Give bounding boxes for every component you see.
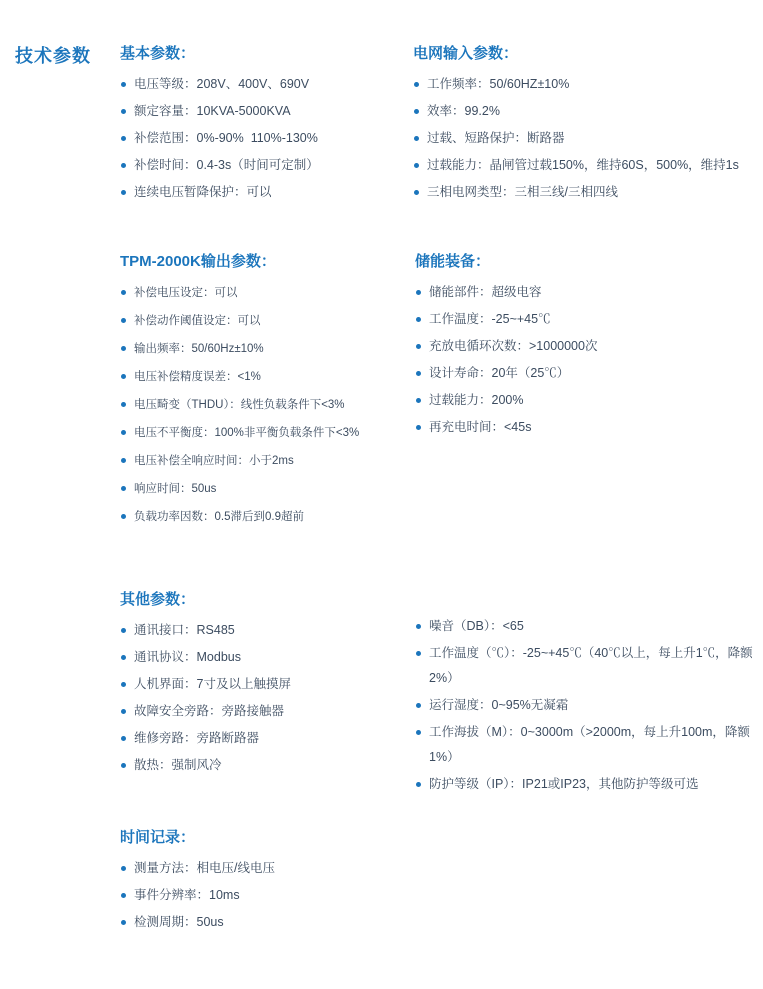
bullet-dot-icon — [416, 703, 421, 708]
section-grid-input-params — [413, 44, 761, 207]
spec-text: 储能部件：超级电容 — [429, 285, 542, 299]
bullet-dot-icon — [121, 763, 126, 768]
spec-text: 充放电循环次数：>1000000次 — [429, 339, 598, 353]
bullet-dot-icon — [121, 655, 126, 660]
time-record-list — [120, 856, 420, 935]
spec-text: 电压补偿全响应时间：小于2ms — [134, 455, 294, 467]
bullet-dot-icon — [121, 920, 126, 925]
section-time-record — [120, 828, 420, 937]
bullet-dot-icon — [416, 425, 421, 430]
bullet-dot-icon — [414, 82, 419, 87]
list-item — [120, 645, 408, 670]
list-item — [415, 693, 761, 718]
bullet-dot-icon — [416, 371, 421, 376]
list-item — [413, 99, 761, 124]
bullet-dot-icon — [121, 136, 126, 141]
list-item — [413, 153, 761, 178]
storage-list — [415, 280, 715, 440]
spec-text: 测量方法：相电压/线电压 — [134, 861, 275, 875]
spec-text: 工作频率：50/60HZ±10% — [427, 77, 570, 91]
bullet-dot-icon — [416, 317, 421, 322]
bullet-dot-icon — [121, 430, 126, 435]
spec-text: 散热：强制风冷 — [134, 758, 222, 772]
list-item — [120, 153, 405, 178]
list-item — [120, 476, 412, 502]
output-params-list — [120, 280, 412, 530]
spec-text: 补偿时间：0.4-3s（时间可定制） — [134, 158, 319, 172]
spec-text: 电压不平衡度：100%非平衡负载条件下<3% — [134, 427, 360, 439]
section-energy-storage — [415, 252, 715, 442]
section-heading-basic: 基本参数： — [120, 45, 196, 62]
section-basic-params — [120, 44, 405, 207]
spec-text: 噪音（DB）：<65 — [429, 619, 524, 633]
list-item — [120, 753, 408, 778]
spec-text: 设计寿命：20年（25℃） — [429, 366, 570, 380]
bullet-dot-icon — [414, 109, 419, 114]
bullet-dot-icon — [121, 628, 126, 633]
list-item — [120, 72, 405, 97]
spec-text: 工作温度（℃）：-25~+45℃（40℃以上，每上升1℃，降额2%） — [429, 646, 753, 685]
bullet-dot-icon — [121, 514, 126, 519]
bullet-dot-icon — [416, 290, 421, 295]
list-item — [120, 126, 405, 151]
other-params-left-list — [120, 618, 408, 778]
bullet-dot-icon — [414, 136, 419, 141]
list-item — [415, 307, 715, 332]
list-item — [120, 308, 412, 334]
bullet-dot-icon — [414, 163, 419, 168]
bullet-dot-icon — [121, 346, 126, 351]
section-other-params — [120, 590, 408, 780]
spec-text: 检测周期：50us — [134, 915, 224, 929]
bullet-dot-icon — [121, 709, 126, 714]
spec-text: 负载功率因数：0.5滞后到0.9超前 — [134, 511, 304, 523]
spec-text: 输出频率：50/60Hz±10% — [134, 343, 264, 355]
bullet-dot-icon — [121, 458, 126, 463]
bullet-dot-icon — [416, 730, 421, 735]
list-item — [120, 364, 412, 390]
spec-text: 电压等级：208V、400V、690V — [134, 77, 310, 91]
bullet-dot-icon — [121, 109, 126, 114]
list-item — [120, 504, 412, 530]
list-item — [415, 614, 761, 639]
spec-text: 维修旁路：旁路断路器 — [134, 731, 260, 745]
bullet-dot-icon — [121, 318, 126, 323]
list-item — [415, 388, 715, 413]
spec-text: 电压畸变（THDU）：线性负载条件下<3% — [134, 399, 345, 411]
spec-text: 连续电压暂降保护：可以 — [134, 185, 272, 199]
page-title: 技术参数 — [15, 46, 91, 66]
spec-text: 电压补偿精度误差：<1% — [134, 371, 261, 383]
bullet-dot-icon — [416, 398, 421, 403]
list-item — [415, 280, 715, 305]
spec-text: 通讯接口：RS485 — [134, 623, 235, 637]
list-item — [415, 334, 715, 359]
list-item — [120, 883, 420, 908]
spec-text: 效率：99.2% — [427, 104, 500, 118]
list-item — [120, 420, 412, 446]
list-item — [120, 618, 408, 643]
spec-text: 再充电时间：<45s — [429, 420, 532, 434]
bullet-dot-icon — [416, 651, 421, 656]
spec-text: 事件分辨率：10ms — [134, 888, 240, 902]
section-heading-storage: 储能装备： — [415, 253, 491, 270]
list-item — [413, 126, 761, 151]
bullet-dot-icon — [416, 344, 421, 349]
spec-text: 额定容量：10KVA-5000KVA — [134, 104, 291, 118]
spec-text: 故障安全旁路：旁路接触器 — [134, 704, 285, 718]
section-heading-output: TPM-2000K输出参数： — [120, 253, 276, 270]
list-item — [415, 415, 715, 440]
section-heading-grid-input: 电网输入参数： — [413, 45, 519, 62]
list-item — [120, 699, 408, 724]
list-item — [413, 72, 761, 97]
list-item — [413, 180, 761, 205]
bullet-dot-icon — [121, 82, 126, 87]
bullet-dot-icon — [121, 374, 126, 379]
spec-text: 补偿动作阈值设定：可以 — [134, 315, 261, 327]
bullet-dot-icon — [121, 486, 126, 491]
list-item — [120, 336, 412, 362]
spec-text: 通讯协议：Modbus — [134, 650, 241, 664]
list-item — [120, 392, 412, 418]
spec-text: 工作温度：-25~+45℃ — [429, 312, 551, 326]
section-heading-time-record: 时间记录： — [120, 829, 196, 846]
spec-text: 防护等级（IP）：IP21或IP23，其他防护等级可选 — [429, 777, 699, 791]
section-other-params-right-column — [415, 614, 761, 799]
bullet-dot-icon — [121, 290, 126, 295]
spec-text: 运行湿度：0~95%无凝霜 — [429, 698, 569, 712]
bullet-dot-icon — [121, 402, 126, 407]
spec-text: 补偿电压设定：可以 — [134, 287, 238, 299]
bullet-dot-icon — [121, 736, 126, 741]
bullet-dot-icon — [414, 190, 419, 195]
spec-text: 工作海拔（M）：0~3000m（>2000m，每上升100m，降额1%） — [429, 725, 750, 764]
list-item — [415, 641, 761, 691]
spec-text: 过载能力：晶闸管过载150%，维持60S，500%，维持1s — [427, 158, 739, 172]
list-item — [120, 726, 408, 751]
bullet-dot-icon — [121, 893, 126, 898]
list-item — [415, 720, 761, 770]
list-item — [120, 672, 408, 697]
spec-text: 过载能力：200% — [429, 393, 524, 407]
list-item — [120, 856, 420, 881]
list-item — [415, 361, 715, 386]
other-params-right-list — [415, 614, 761, 797]
bullet-dot-icon — [416, 782, 421, 787]
basic-params-list — [120, 72, 405, 205]
list-item — [120, 180, 405, 205]
spec-text: 三相电网类型：三相三线/三相四线 — [427, 185, 618, 199]
bullet-dot-icon — [121, 163, 126, 168]
list-item — [120, 910, 420, 935]
bullet-dot-icon — [416, 624, 421, 629]
bullet-dot-icon — [121, 190, 126, 195]
list-item — [415, 772, 761, 797]
spec-text: 响应时间：50us — [134, 483, 217, 495]
spec-text: 过载、短路保护：断路器 — [427, 131, 565, 145]
bullet-dot-icon — [121, 682, 126, 687]
list-item — [120, 99, 405, 124]
grid-input-list — [413, 72, 761, 205]
spec-text: 人机界面：7寸及以上触摸屏 — [134, 677, 291, 691]
section-heading-other: 其他参数： — [120, 591, 196, 608]
bullet-dot-icon — [121, 866, 126, 871]
section-output-params — [120, 252, 412, 532]
list-item — [120, 448, 412, 474]
list-item — [120, 280, 412, 306]
spec-text: 补偿范围：0%-90% 110%-130% — [134, 131, 318, 145]
